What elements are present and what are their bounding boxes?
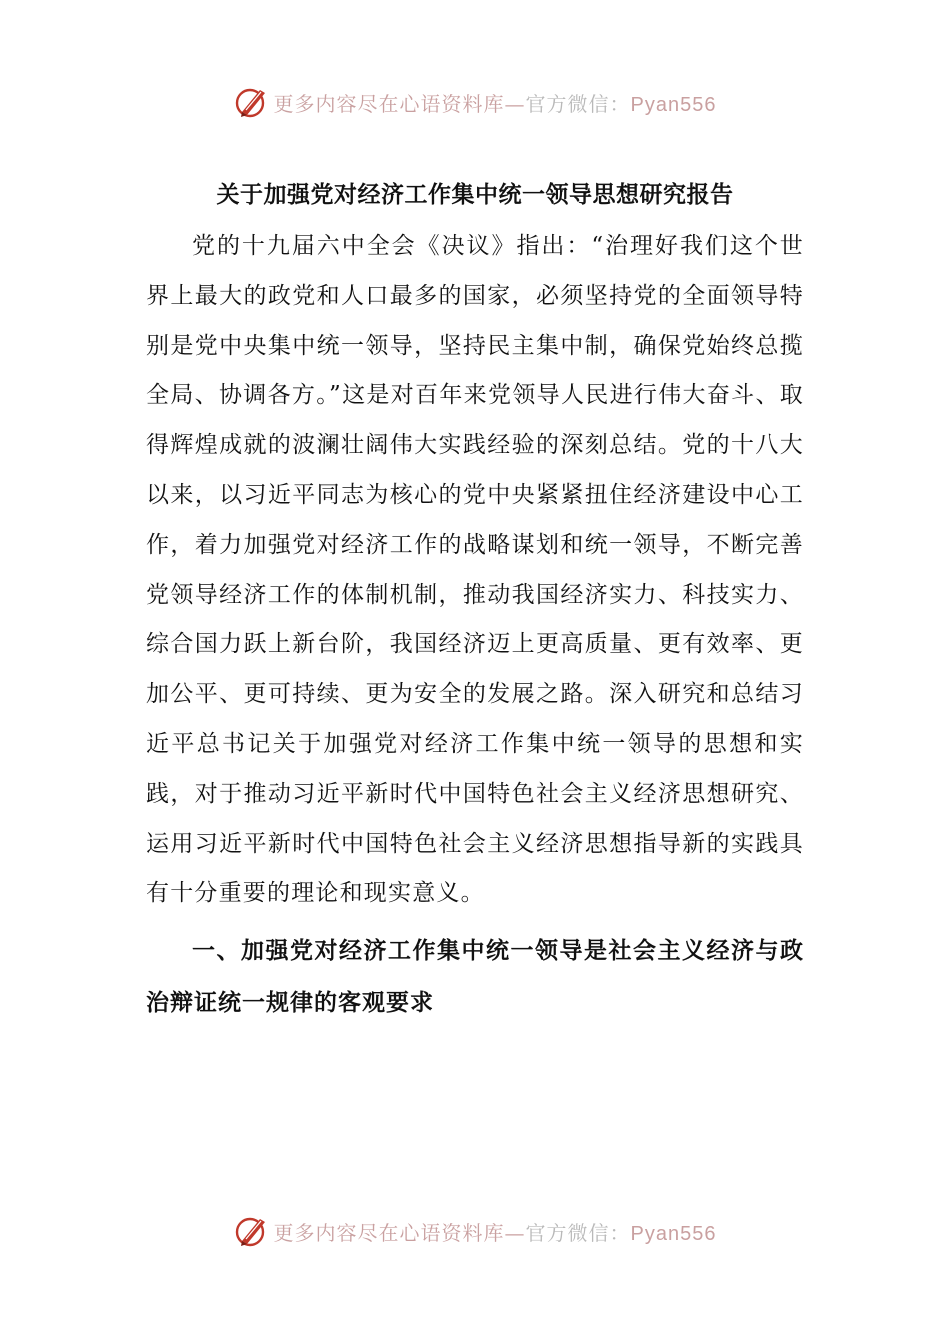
document-title: 关于加强党对经济工作集中统一领导思想研究报告: [216, 182, 734, 208]
banner-slogan: 更多内容尽在心语资料库—: [273, 91, 526, 116]
pen-logo-icon: [234, 1213, 270, 1249]
banner-text: [274, 88, 717, 117]
body-paragraph: 党的十九届六中全会《决议》指出：“治理好我们这个世界上最大的政党和人口最多的国家，必须坚持党的全面领导特别是党中央集中统一领导，坚持民主集中制，确保党始终总揽全局、协调各方。”这是对百年来党领导人民进行伟大奋斗、取得辉煌成就的波澜壮阔伟大实践经验的深刻总结。党的十八大以来，以习近平同志为核心的党中央紧紧扭住经济建设中心工作，着力加强党对经济工作的战略谋划和统一领导，不断完善党领导经济工作的体制机制，推动我国经济实力、科技实力、综合国力跃上新台阶，我国经济迈上更高质量、更有效率、更加公平、更可持续、更为安全的发展之路。深入研究和总结习近平总书记关于加强党对经济工作集中统一领导的思想和实践，对于推动习近平新时代中国特色社会主义经济思想研究、运用习近平新时代中国特色社会主义经济思想指导新的实践具有十分重要的理论和现实意义。: [146, 233, 804, 907]
pen-logo-icon: [234, 84, 270, 120]
banner-wechat-label: 官方微信：: [525, 1220, 631, 1245]
banner-wechat-id: Pyan556: [630, 1222, 717, 1245]
banner-slogan: 更多内容尽在心语资料库—: [273, 1220, 526, 1245]
header-banner: [0, 82, 950, 122]
document-body: [146, 172, 804, 1029]
footer-banner: [0, 1211, 950, 1251]
banner-wechat-label: 官方微信：: [525, 91, 631, 116]
banner-text: [274, 1217, 717, 1246]
section-heading: 一、加强党对经济工作集中统一领导是社会主义经济与政治辩证统一规律的客观要求: [146, 938, 804, 1017]
banner-wechat-id: Pyan556: [630, 93, 717, 116]
